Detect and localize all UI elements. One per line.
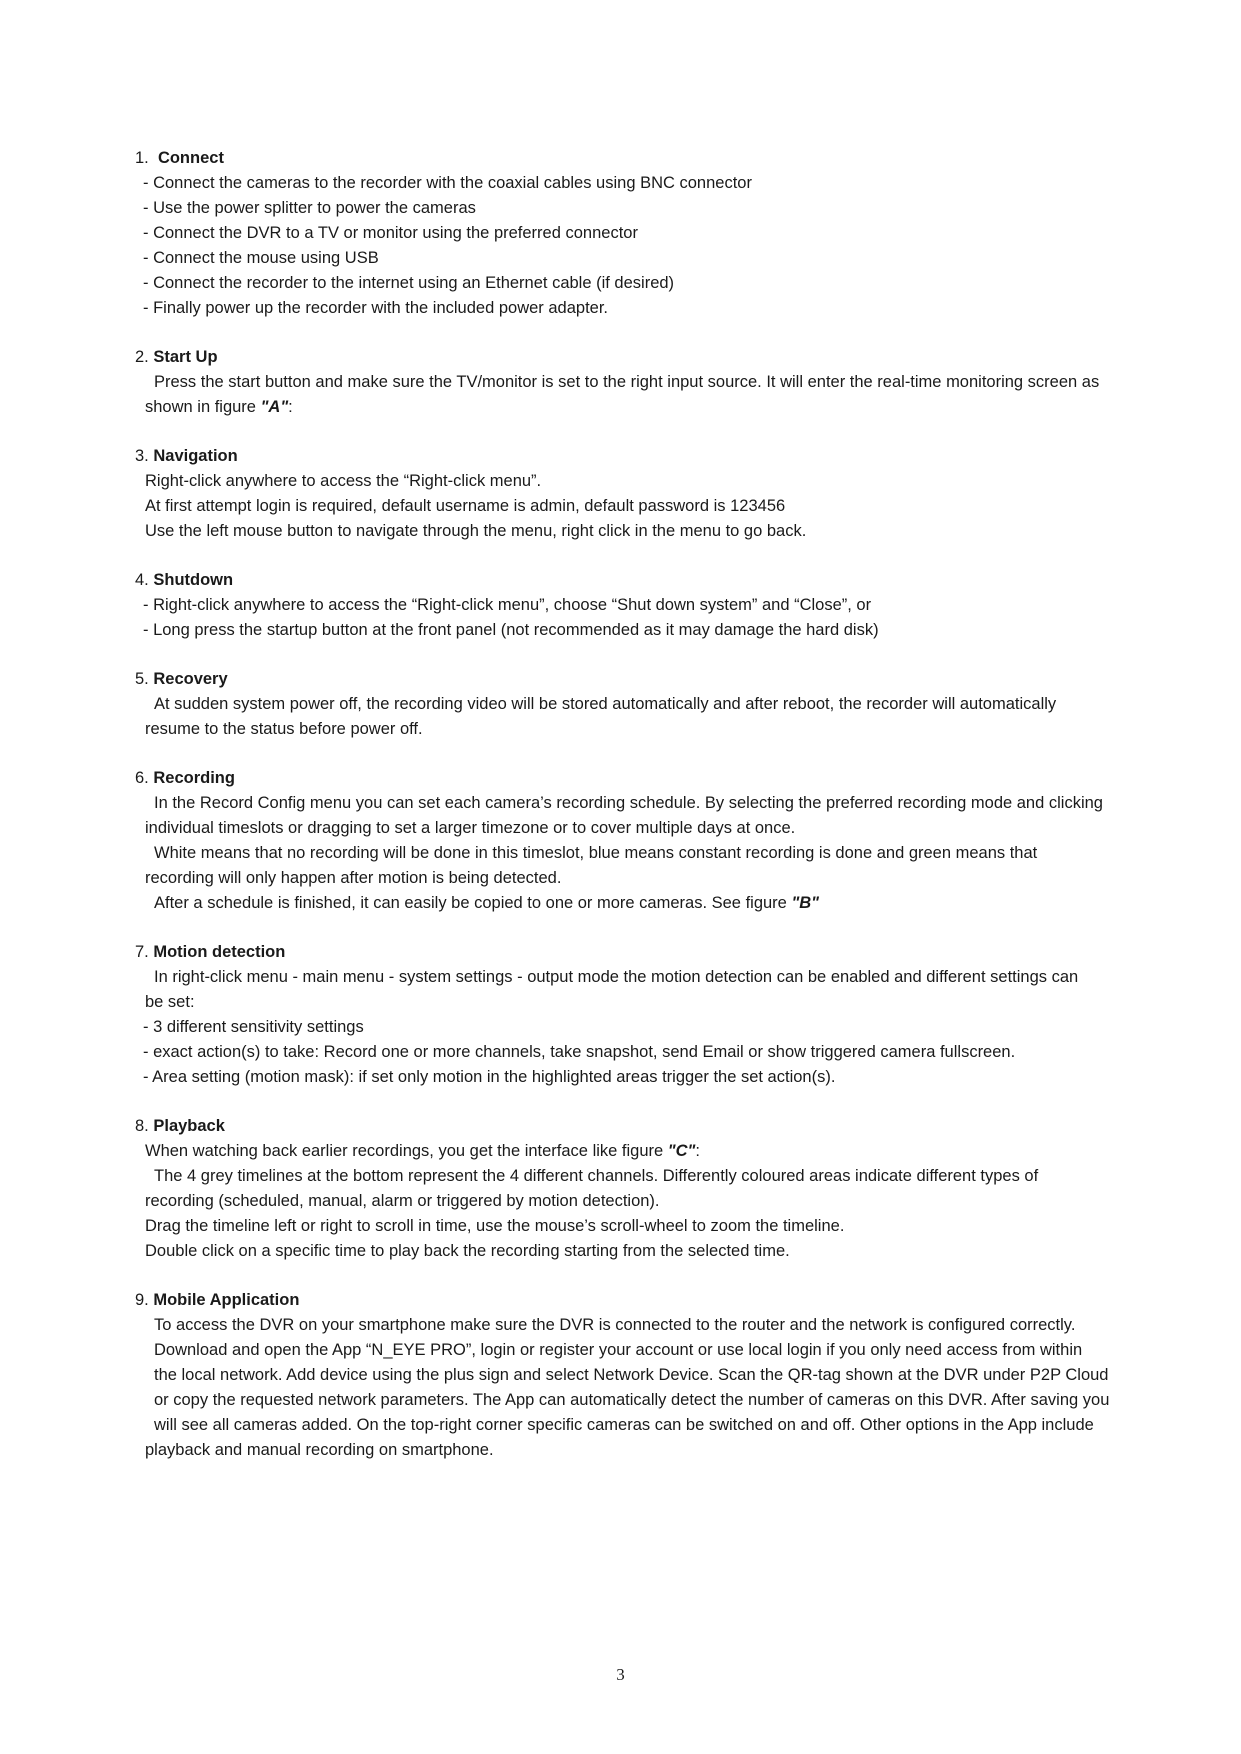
body-line	[135, 1139, 1110, 1164]
section-connect	[135, 146, 1110, 321]
body-line: In right-click menu - main menu - system settings - output mode the motion detection can be enabled and different settings can	[154, 968, 1079, 986]
body-line: be set:	[145, 993, 195, 1011]
body-line: Use the left mouse button to navigate through the menu, right click in the menu to go back.	[145, 522, 807, 540]
body-line: To access the DVR on your smartphone make sure the DVR is connected to the router and the network is configured correctly.	[154, 1316, 1076, 1334]
body-line: resume to the status before power off.	[145, 720, 423, 738]
section-mobile-application	[135, 1288, 1110, 1463]
body-line: - Connect the recorder to the internet using an Ethernet cable (if desired)	[143, 274, 675, 292]
section-title: Navigation	[153, 447, 238, 465]
section-heading	[135, 146, 1110, 171]
body-line: will see all cameras added. On the top-right corner specific cameras can be switched on and off. Other options in the App include	[154, 1416, 1094, 1434]
body-line: - Connect the DVR to a TV or monitor using the preferred connector	[143, 224, 638, 242]
section-heading	[135, 345, 1110, 370]
body-line: recording (scheduled, manual, alarm or triggered by motion detection).	[145, 1192, 660, 1210]
section-number: 3.	[135, 447, 149, 465]
section-title: Motion detection	[153, 943, 286, 961]
section-number: 4.	[135, 571, 149, 589]
body-line: Drag the timeline left or right to scroll in time, use the mouse’s scroll-wheel to zoom the timeline.	[145, 1217, 845, 1235]
section-heading	[135, 1114, 1110, 1139]
body-line: recording will only happen after motion is being detected.	[145, 869, 562, 887]
section-motion-detection	[135, 940, 1110, 1090]
section-heading	[135, 667, 1110, 692]
body-line: the local network. Add device using the plus sign and select Network Device. Scan the QR-tag shown at the DVR under P2P Cloud	[154, 1366, 1109, 1384]
section-start-up	[135, 345, 1110, 420]
section-heading	[135, 444, 1110, 469]
body-line: White means that no recording will be done in this timeslot, blue means constant recording is done and green means that	[154, 844, 1038, 862]
body-text: shown in figure	[145, 398, 261, 416]
section-number: 2.	[135, 348, 149, 366]
body-line: Right-click anywhere to access the “Right-click menu”.	[145, 472, 542, 490]
body-line: - Right-click anywhere to access the “Right-click menu”, choose “Shut down system” and “Close”, or	[143, 596, 872, 614]
body-line: The 4 grey timelines at the bottom represent the 4 different channels. Differently coloured areas indicate different types of	[154, 1167, 1039, 1185]
body-line	[135, 891, 1110, 916]
figure-suffix: :	[288, 398, 293, 416]
body-text: After a schedule is finished, it can easily be copied to one or more cameras. See figure	[154, 894, 792, 912]
body-text: When watching back earlier recordings, you get the interface like figure	[145, 1142, 668, 1160]
section-title: Playback	[153, 1117, 225, 1135]
body-line: or copy the requested network parameters. The App can automatically detect the number of cameras on this DVR. After saving you	[154, 1391, 1110, 1409]
body-line: - Area setting (motion mask): if set only motion in the highlighted areas trigger the set action(s).	[143, 1068, 836, 1086]
body-line: Double click on a specific time to play back the recording starting from the selected time.	[145, 1242, 790, 1260]
figure-reference: "C"	[667, 1142, 696, 1160]
body-line: - 3 different sensitivity settings	[143, 1018, 364, 1036]
section-shutdown	[135, 568, 1110, 643]
section-number: 7.	[135, 943, 149, 961]
figure-suffix: :	[695, 1142, 700, 1160]
body-line: individual timeslots or dragging to set a larger timezone or to cover multiple days at once.	[145, 819, 796, 837]
section-number: 1.	[135, 149, 149, 167]
section-title: Mobile Application	[153, 1291, 300, 1309]
body-line	[135, 395, 1110, 420]
section-title: Recording	[153, 769, 235, 787]
body-line: - Connect the mouse using USB	[143, 249, 379, 267]
section-heading	[135, 766, 1110, 791]
body-line: At first attempt login is required, default username is admin, default password is 123456	[145, 497, 786, 515]
section-recording	[135, 766, 1110, 916]
section-heading	[135, 568, 1110, 593]
section-title: Connect	[157, 149, 224, 167]
section-playback	[135, 1114, 1110, 1264]
document-body	[135, 146, 1110, 1487]
body-line: Press the start button and make sure the TV/monitor is set to the right input source. It will enter the real-time monitoring screen as	[154, 373, 1100, 391]
page-number: 3	[616, 1665, 625, 1684]
section-title: Recovery	[153, 670, 228, 688]
body-line: Download and open the App “N_EYE PRO”, login or register your account or use local login if you only need access from within	[154, 1341, 1083, 1359]
body-line: - Use the power splitter to power the cameras	[143, 199, 476, 217]
section-number: 6.	[135, 769, 149, 787]
figure-reference: "B"	[791, 894, 819, 912]
body-line: - exact action(s) to take: Record one or more channels, take snapshot, send Email or show triggered camera fullscreen.	[143, 1043, 1016, 1061]
body-line: At sudden system power off, the recording video will be stored automatically and after reboot, the recorder will automatically	[154, 695, 1057, 713]
body-line: - Connect the cameras to the recorder with the coaxial cables using BNC connector	[143, 174, 752, 192]
body-line: - Long press the startup button at the front panel (not recommended as it may damage the hard disk)	[143, 621, 879, 639]
section-number: 8.	[135, 1117, 149, 1135]
section-recovery	[135, 667, 1110, 742]
section-number: 9.	[135, 1291, 149, 1309]
section-title: Shutdown	[153, 571, 234, 589]
section-navigation	[135, 444, 1110, 544]
section-heading	[135, 940, 1110, 965]
section-number: 5.	[135, 670, 149, 688]
body-line: playback and manual recording on smartphone.	[145, 1441, 494, 1459]
section-heading	[135, 1288, 1110, 1313]
section-title: Start Up	[153, 348, 218, 366]
body-line: In the Record Config menu you can set each camera’s recording schedule. By selecting the preferred recording mode and clicking	[154, 794, 1103, 812]
figure-reference: "A"	[260, 398, 289, 416]
body-line: - Finally power up the recorder with the included power adapter.	[143, 299, 609, 317]
